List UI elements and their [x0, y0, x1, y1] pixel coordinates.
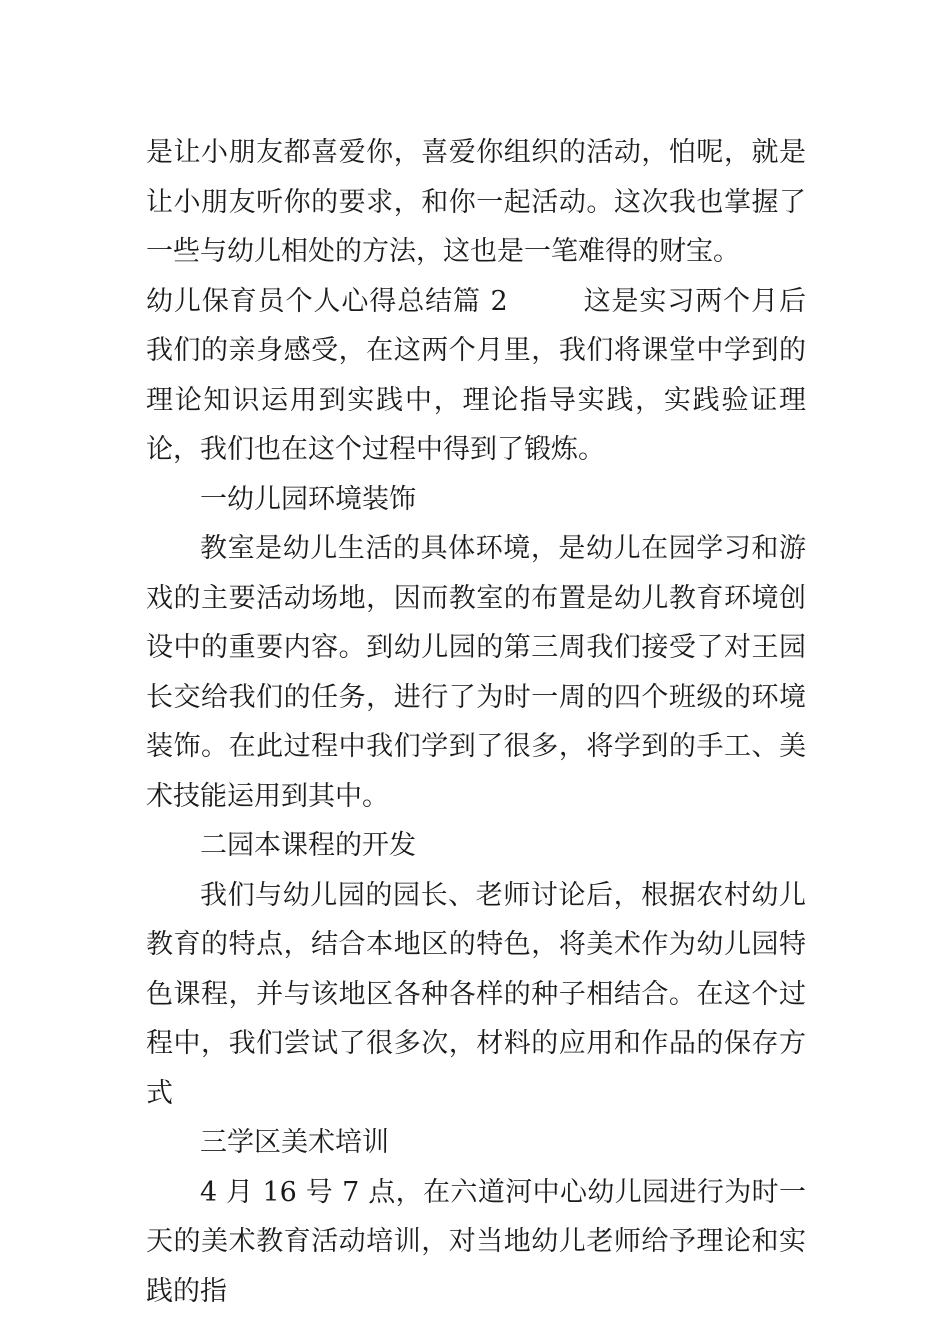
paragraph-art-training: 4 月 16 号 7 点，在六道河中心幼儿园进行为时一天的美术教育活动培训，对当地幼儿老师给予理论和实践的指 [146, 1176, 806, 1307]
paragraph-curriculum-development: 我们与幼儿园的园长、老师讨论后，根据农村幼儿教育的特点，结合本地区的特色，将美术作为幼儿园特色课程，并与该地区各种各样的种子相结合。在这个过程中，我们尝试了很多次，材料的应用和作品的保存方式 [146, 879, 806, 1109]
heading-curriculum-development: 二园本课程的开发 [200, 830, 416, 861]
section-title-gap [508, 286, 584, 317]
document-page [146, 128, 806, 1316]
heading-environment-decoration: 一幼儿园环境装饰 [200, 483, 416, 515]
heading-art-training: 三学区美术培训 [200, 1127, 389, 1158]
paragraph-section-title [146, 277, 806, 475]
paragraph-environment-decoration: 教室是幼儿生活的具体环境，是幼儿在园学习和游戏的主要活动场地，因而教室的布置是幼儿教育环境创设中的重要内容。到幼儿园的第三周我们接受了对王园长交给我们的任务，进行了为时一周的四个班级的环境装饰。在此过程中我们学到了很多，将学到的手工、美术技能运用到其中。 [146, 533, 806, 812]
section-title: 幼儿保育员个人心得总结篇 2 [146, 285, 508, 317]
section-intro-text: 这是实习两个月后我们的亲身感受，在这两个月里，我们将课堂中学到的理论知识运用到实践中，理论指导实践，实践验证理论，我们也在这个过程中得到了锻炼。 [146, 285, 806, 465]
paragraph-intro-continued: 是让小朋友都喜爱你，喜爱你组织的活动，怕呢，就是让小朋友听你的要求，和你一起活动。这次我也掌握了一些与幼儿相处的方法，这也是一笔难得的财宝。 [146, 137, 806, 267]
